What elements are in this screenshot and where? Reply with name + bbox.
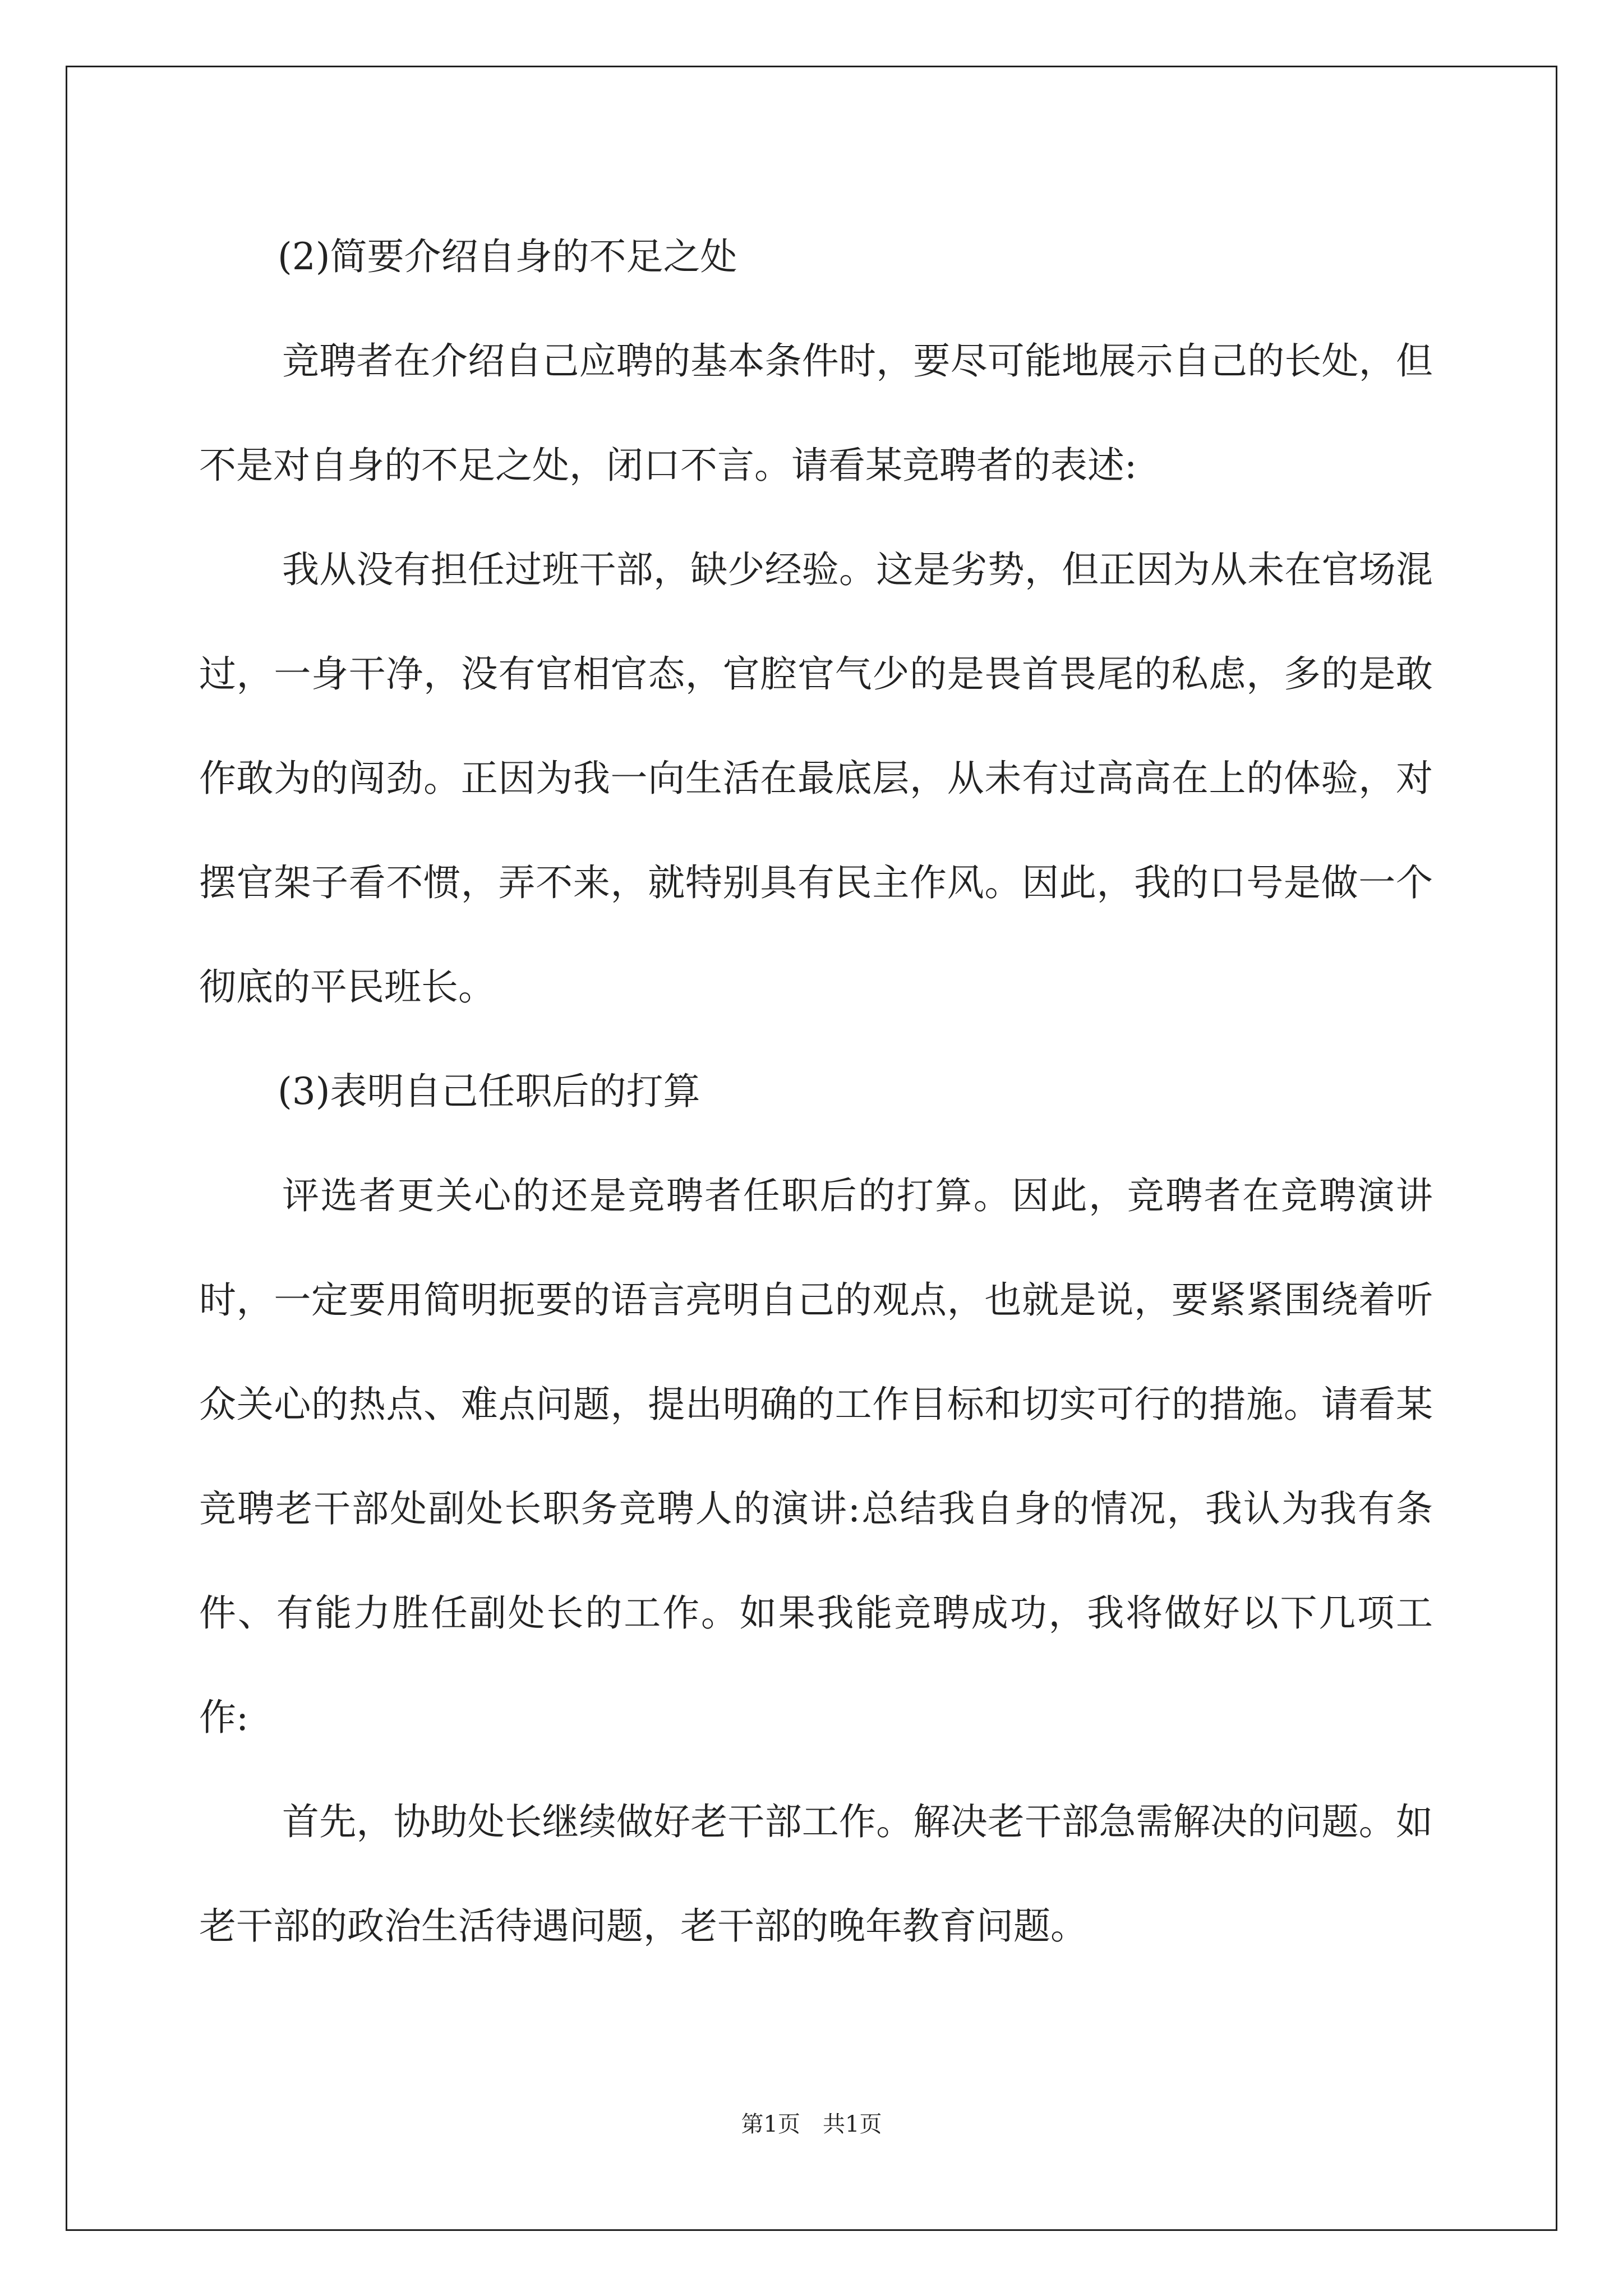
body-paragraph: 首先，协助处长继续做好老干部工作。解决老干部急需解决的问题。如老干部的政治生活待遇问题，老干部的晚年教育问题。 xyxy=(199,1800,1433,1948)
section-heading-3: (3)表明自己任职后的打算 xyxy=(278,1070,700,1113)
section-heading-2: (2)简要介绍自身的不足之处 xyxy=(278,235,737,278)
page-number-current: 第1页 xyxy=(741,2111,800,2137)
body-paragraph: 评选者更关心的还是竞聘者任职后的打算。因此，竞聘者在竞聘演讲时，一定要用简明扼要的语言亮明自己的观点，也就是说，要紧紧围绕着听众关心的热点、难点问题，提出明确的工作目标和切实可行的措施。请看某竞聘老干部处副处长职务竞聘人的演讲:总结我自身的情况，我认为我有条件、有能力胜任副处长的工作。如果我能竞聘成功，我将做好以下几项工作: xyxy=(199,1174,1433,1739)
body-paragraph: 竞聘者在介绍自己应聘的基本条件时，要尽可能地展示自己的长处，但不是对自身的不足之处，闭口不言。请看某竞聘者的表述: xyxy=(199,339,1433,487)
document-body xyxy=(199,205,1433,1978)
page-footer xyxy=(0,2106,1623,2138)
page-number-total: 共1页 xyxy=(823,2111,882,2137)
body-paragraph: 我从没有担任过班干部，缺少经验。这是劣势，但正因为从未在官场混过，一身干净，没有官相官态，官腔官气少的是畏首畏尾的私虑，多的是敢作敢为的闯劲。正因为我一向生活在最底层，从未有过高高在上的体验，对摆官架子看不惯，弄不来，就特别具有民主作风。因此，我的口号是做一个彻底的平民班长。 xyxy=(199,548,1433,1009)
